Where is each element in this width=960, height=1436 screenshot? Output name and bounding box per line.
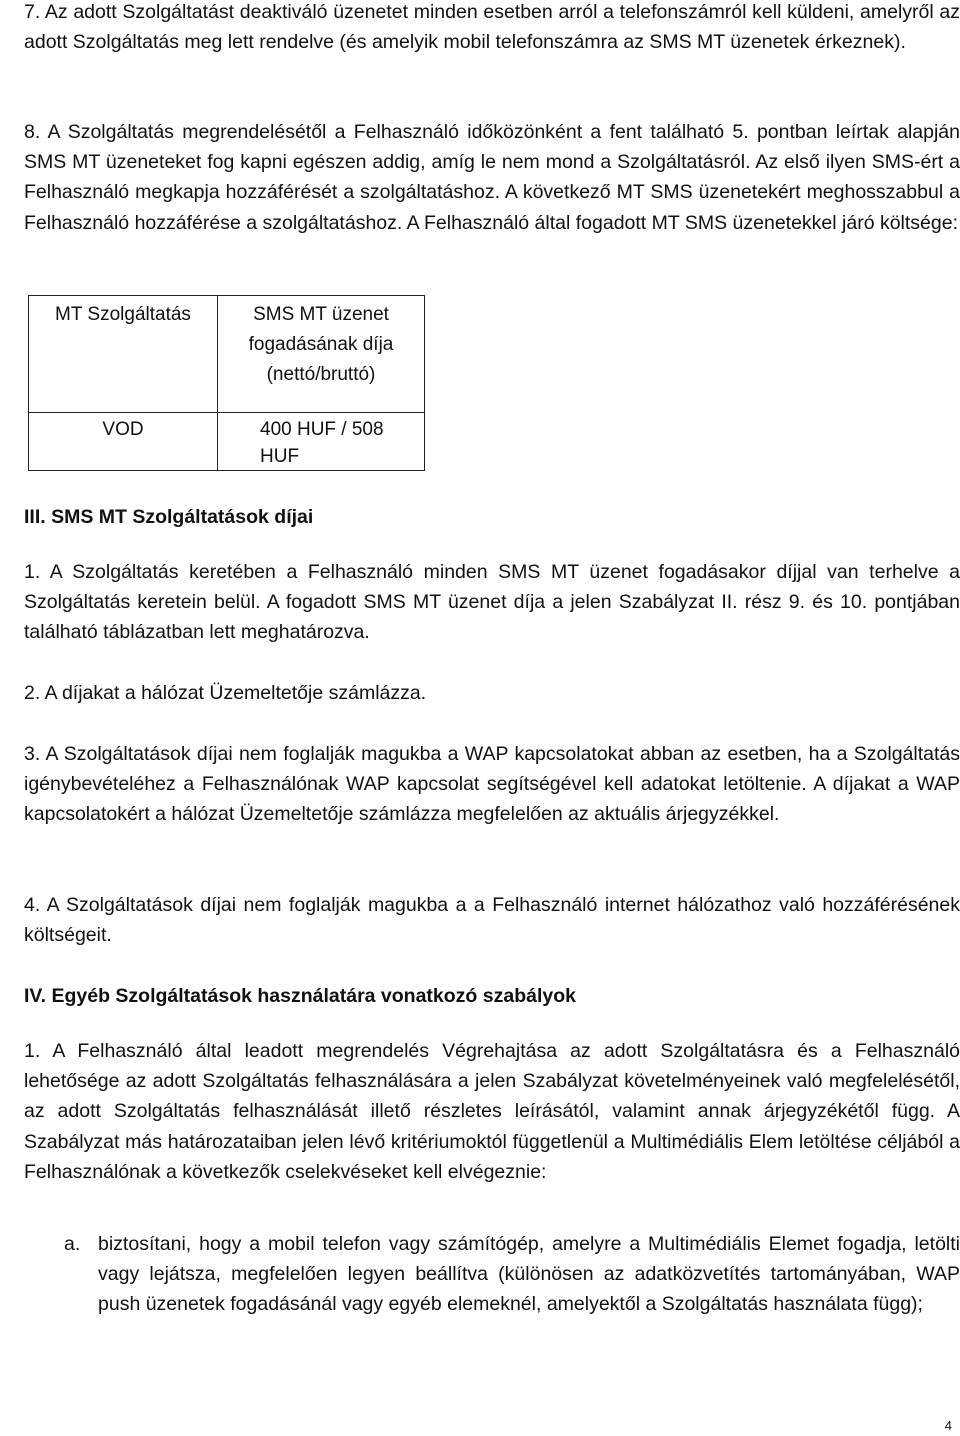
page-number: 4 <box>944 1418 952 1433</box>
section-3-heading: III. SMS MT Szolgáltatások díjai <box>24 506 314 528</box>
fee-table <box>28 295 425 471</box>
section-4-heading: IV. Egyéb Szolgáltatások használatára vonatkozó szabályok <box>24 985 576 1007</box>
section-3-paragraph-2: 2. A díjakat a hálózat Üzemeltetője számlázza. <box>24 682 427 704</box>
section-3-paragraph-1: 1. A Szolgáltatás keretében a Felhasználó minden SMS MT üzenet fogadásakor díjjal van terhelve a Szolgáltatás keretein belül. A fogadott SMS MT üzenet díja a jelen Szabályzat II. rész 9. és 10. pontjában található táblázatban lett meghatározva. <box>24 561 960 644</box>
section-3-paragraph-3: 3. A Szolgáltatások díjai nem foglalják magukba a WAP kapcsolatokat abban az esetben, ha a Szolgáltatás igénybevételéhez a Felhasználónak WAP kapcsolat segítségével kell adatokat letöltenie. A díjakat a WAP kapcsolatokért a hálózat Üzemeltetője számlázza megfelelően az aktuális árjegyzékkel. <box>24 743 960 826</box>
paragraph-8: 8. A Szolgáltatás megrendelésétől a Felhasználó időközönként a fent található 5. pontban leírtak alapján SMS MT üzeneteket fog kapni egészen addig, amíg le nem mond a Szolgáltatásról. Az első ilyen SMS-ért a Felhasználó megkapja hozzáférését a szolgáltatáshoz. A következő MT SMS üzenetekért meghosszabbul a Felhasználó hozzáférése a szolgáltatáshoz. A Felhasználó által fogadott MT SMS üzenetekkel járó költsége: <box>24 121 960 234</box>
fee-table-header-price: SMS MT üzenet fogadásának díja (nettó/bruttó) <box>248 304 394 385</box>
paragraph-7: 7. Az adott Szolgáltatást deaktiváló üzenetet minden esetben arról a telefonszámról kell küldeni, amelyről az adott Szolgáltatás meg lett rendelve (és amelyik mobil telefonszámra az SMS MT üzenetek érkeznek). <box>24 1 960 54</box>
section-3-paragraph-4: 4. A Szolgáltatások díjai nem foglalják magukba a a Felhasználó internet hálózathoz való hozzáférésének költségeit. <box>24 894 960 947</box>
section-4-paragraph-1: 1. A Felhasználó által leadott megrendelés Végrehajtása az adott Szolgáltatásra és a Felhasználó lehetősége az adott Szolgáltatás felhasználására a jelen Szabályzat követelményeinek való megfelelésétől, az adott Szolgáltatás felhasználását illető részletes leírásától, valamint annak árjegyzékétől függ. A Szabályzat más határozataiban jelen lévő kritériumoktól függetlenül a Multimédiális Elem letöltése céljából a Felhasználónak a következők cselekvéseket kell elvégeznie: <box>24 1040 960 1183</box>
fee-table-cell-service: VOD <box>102 419 144 440</box>
fee-table-header-service: MT Szolgáltatás <box>55 304 191 325</box>
list-item-label: a. <box>64 1233 81 1255</box>
fee-table-cell-price: 400 HUF / 508 HUF <box>260 419 384 467</box>
fee-table-header-row <box>29 296 425 413</box>
table-row <box>29 413 425 471</box>
list-item-text: biztosítani, hogy a mobil telefon vagy számítógép, amelyre a Multimédiális Elemet fogadja, letölti vagy lejátsza, megfelelően legyen beállítva (különösen az adatközvetítés tartományában, WAP push üzenetek fogadásánál vagy egyéb elemeknél, amelyektől a Szolgáltatás használata függ); <box>98 1233 960 1316</box>
